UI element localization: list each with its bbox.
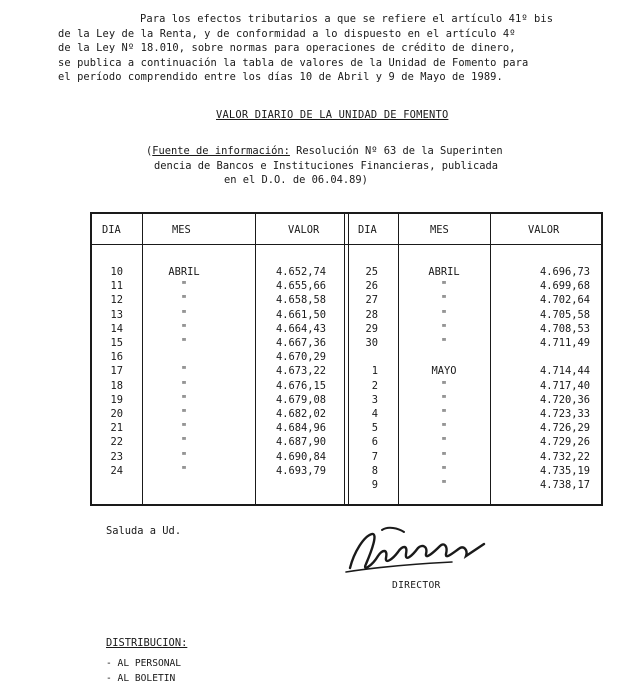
right-valor-cell: 4.708,53 — [539, 322, 590, 335]
right-valor-cell: 4.702,64 — [539, 294, 590, 307]
left-mes-cell: " — [180, 365, 188, 378]
right-valor-cell: 4.711,49 — [539, 337, 590, 349]
left-mes-cell: " — [180, 308, 188, 321]
left-mes-cell: " — [180, 322, 188, 335]
right-dia-cell: 28 — [365, 308, 378, 321]
left-dia-cell: 20 — [110, 408, 123, 420]
left-dia-cell: 19 — [110, 393, 123, 406]
right-dia-cell: 29 — [365, 322, 378, 335]
right-mes-cell: " — [440, 422, 448, 435]
right-valor-cell: 4.696,73 — [539, 266, 590, 278]
left-mes-cell: " — [180, 422, 188, 435]
left-mes-cell: " — [180, 379, 188, 392]
right-mes-cell: " — [440, 294, 448, 307]
left-dia-cell: 23 — [110, 450, 123, 463]
left-valor-cell: 4.676,15 — [275, 379, 326, 392]
left-valor-cell: 4.655,66 — [275, 280, 326, 293]
left-mes-cell: " — [180, 436, 188, 449]
left-dia-cell: 17 — [110, 365, 123, 378]
right-mes-cell: " — [440, 393, 448, 406]
right-dia-cell: 27 — [365, 294, 378, 307]
right-dia-cell: 8 — [371, 464, 378, 477]
left-mes-cell: " — [180, 294, 188, 307]
left-dia-cell: 14 — [110, 322, 123, 335]
greeting: Saluda a Ud. — [106, 525, 182, 537]
left-dia-cell: 24 — [110, 464, 123, 477]
right-valor-cell: 4.726,29 — [539, 422, 590, 435]
header-divider — [92, 244, 601, 245]
right-dia-cell: 2 — [371, 379, 378, 392]
left-dia-cell: 10 — [110, 266, 123, 278]
right-valor-cell: 4.720,36 — [539, 393, 590, 406]
header-mes: MES — [430, 224, 449, 236]
column-divider — [142, 214, 143, 504]
left-valor-cell: 4.667,36 — [275, 337, 326, 349]
table-title: VALOR DIARIO DE LA UNIDAD DE FOMENTO — [216, 109, 449, 121]
right-mes-cell: " — [440, 408, 448, 420]
left-dia-cell: 22 — [110, 436, 123, 449]
right-mes-cell: " — [440, 322, 448, 335]
left-valor-cell: 4.673,22 — [275, 365, 326, 378]
left-mes-cell: " — [180, 408, 188, 420]
left-valor-cell: 4.652,74 — [275, 266, 326, 278]
left-valor-cell: 4.687,90 — [275, 436, 326, 449]
right-mes-cell: " — [440, 337, 448, 349]
source-line-3: en el D.O. de 06.04.89) — [224, 174, 368, 186]
left-mes-cell: ABRIL — [168, 266, 200, 278]
left-mes-cell: " — [180, 337, 188, 349]
left-dia-cell: 15 — [110, 337, 123, 349]
left-dia-cell: 16 — [110, 351, 123, 364]
right-mes-cell: " — [440, 436, 448, 449]
source-line-1: Resolución Nº 63 de la Superinten — [289, 145, 503, 157]
right-dia-cell: 26 — [365, 280, 378, 293]
distribution-item: - AL BOLETIN — [106, 673, 176, 684]
right-valor-cell: 4.729,26 — [539, 436, 590, 449]
left-dia-cell: 21 — [110, 422, 123, 435]
right-valor-cell: 4.705,58 — [539, 308, 590, 321]
source-label: Fuente de información: — [152, 145, 290, 157]
left-dia-cell: 11 — [110, 280, 123, 293]
right-dia-cell: 3 — [371, 393, 378, 406]
right-mes-cell: " — [440, 308, 448, 321]
right-mes-cell: " — [440, 280, 448, 293]
right-dia-cell: 30 — [365, 337, 378, 349]
left-valor-cell: 4.658,58 — [275, 294, 326, 307]
intro-line: Para los efectos tributarios a que se refiere el artículo 41º bis — [140, 13, 554, 25]
intro-paragraph — [58, 12, 603, 85]
uf-table — [90, 212, 603, 506]
left-valor-cell: 4.664,43 — [275, 322, 326, 335]
header-dia: DIA — [358, 224, 377, 236]
right-valor-cell: 4.735,19 — [539, 464, 590, 477]
right-dia-cell: 25 — [365, 266, 378, 278]
distribution-item: - AL PERSONAL — [106, 658, 182, 669]
right-valor-cell: 4.699,68 — [539, 280, 590, 293]
left-valor-cell: 4.693,79 — [275, 464, 326, 477]
right-mes-cell: " — [440, 379, 448, 392]
right-valor-cell: 4.717,40 — [539, 379, 590, 392]
signer-title: DIRECTOR — [392, 580, 441, 591]
intro-line: el período comprendido entre los días 10 de Abril y 9 de Mayo de 1989. — [58, 71, 503, 84]
right-mes-cell: ABRIL — [428, 266, 460, 278]
left-valor-cell: 4.661,50 — [275, 308, 326, 321]
right-valor-cell: 4.714,44 — [539, 365, 590, 378]
right-dia-cell: 4 — [371, 408, 378, 420]
right-mes-cell: " — [440, 464, 448, 477]
left-mes-cell: " — [180, 450, 188, 463]
distribution-heading: DISTRIBUCION: — [106, 637, 188, 649]
header-mes: MES — [172, 224, 191, 236]
left-valor-cell: 4.670,29 — [275, 351, 326, 364]
right-dia-cell: 5 — [371, 422, 378, 435]
source-note: (Fuente de información: Resolución Nº 63 de la Superinten dencia de Bancos e Instituciones Financieras, publicada en el D.O. de 06.04.89) — [146, 144, 586, 188]
left-valor-cell: 4.682,02 — [275, 408, 326, 420]
right-mes-cell: MAYO — [431, 365, 457, 378]
left-valor-cell: 4.679,08 — [275, 393, 326, 406]
header-valor: VALOR — [288, 224, 320, 236]
left-dia-cell: 13 — [110, 308, 123, 321]
column-divider — [255, 214, 256, 504]
column-divider — [348, 214, 349, 504]
right-dia-cell: 9 — [371, 479, 378, 491]
right-mes-cell: " — [440, 450, 448, 463]
left-mes-cell: " — [180, 393, 188, 406]
right-valor-cell: 4.723,33 — [539, 408, 590, 420]
left-mes-cell: " — [180, 280, 188, 293]
header-dia: DIA — [102, 224, 121, 236]
intro-line: de la Ley Nº 18.010, sobre normas para operaciones de crédito de dinero, — [58, 42, 516, 55]
right-dia-cell: 7 — [371, 450, 378, 463]
right-dia-cell: 1 — [371, 365, 378, 378]
left-mes-cell: " — [180, 464, 188, 477]
left-valor-cell: 4.690,84 — [275, 450, 326, 463]
header-valor: VALOR — [528, 224, 560, 236]
left-dia-cell: 12 — [110, 294, 123, 307]
right-dia-cell: 6 — [371, 436, 378, 449]
intro-line: se publica a continuación la tabla de valores de la Unidad de Fomento para — [58, 56, 529, 69]
column-divider — [398, 214, 399, 504]
column-divider — [344, 214, 345, 504]
signature — [342, 522, 492, 578]
right-valor-cell: 4.732,22 — [539, 450, 590, 463]
right-mes-cell: " — [440, 479, 448, 491]
left-valor-cell: 4.684,96 — [275, 422, 326, 435]
source-line-2: dencia de Bancos e Instituciones Financieras, publicada — [154, 159, 499, 172]
intro-line: de la Ley de la Renta, y de conformidad a lo dispuesto en el artículo 4º — [58, 27, 516, 40]
left-dia-cell: 18 — [110, 379, 123, 392]
right-valor-cell: 4.738,17 — [539, 479, 590, 491]
column-divider — [490, 214, 491, 504]
